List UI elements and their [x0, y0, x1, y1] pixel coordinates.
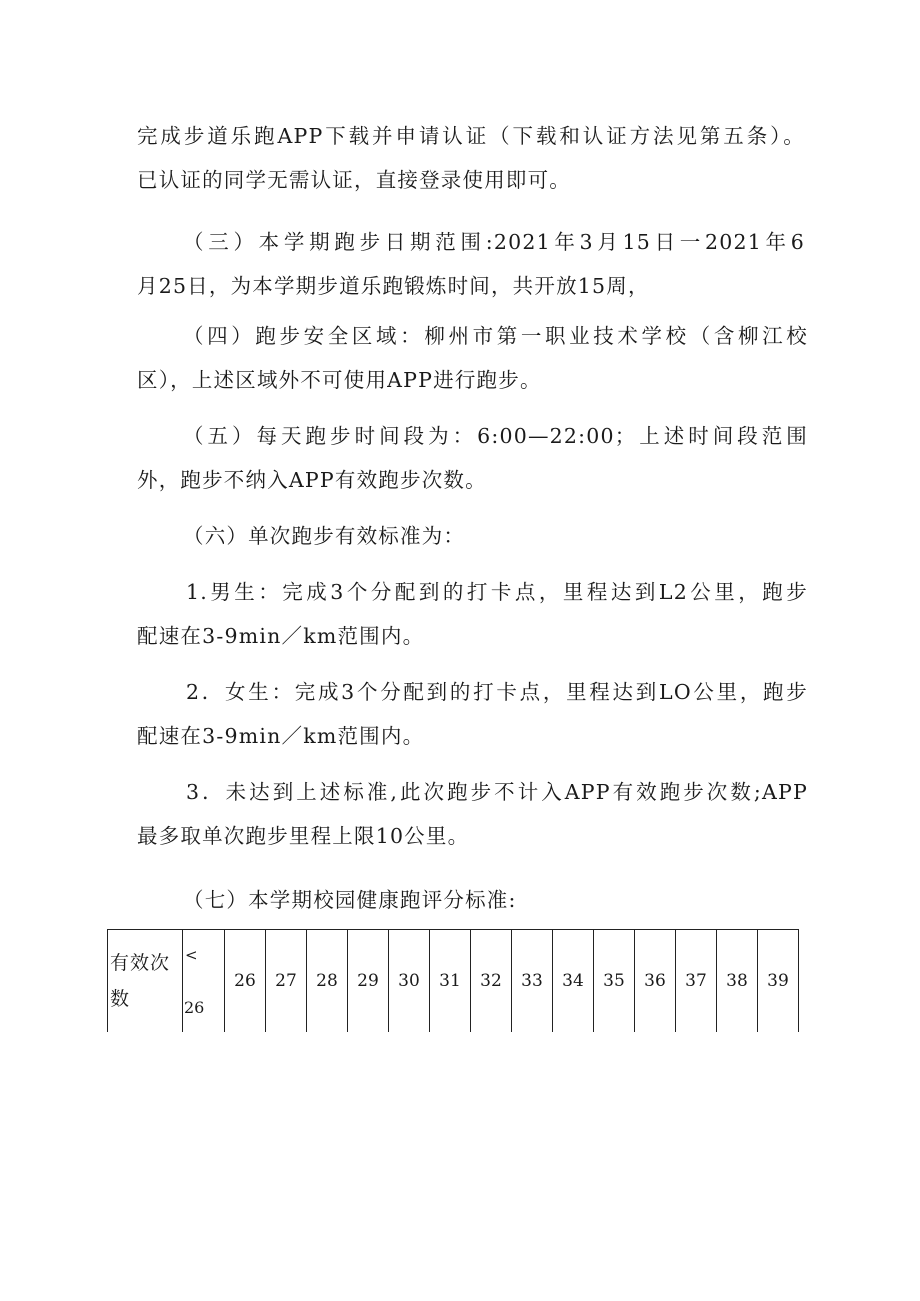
count-cell: 30 [389, 930, 430, 1033]
paragraph-line: （四）跑步安全区域：柳州市第一职业技术学校（含柳江校 [183, 324, 808, 348]
paragraph-line: （三）本学期跑步日期范围:2021年3月15日一2021年6 [183, 230, 805, 254]
paragraph-line: 最多取单次跑步里程上限10公里。 [137, 824, 470, 848]
paragraph-line: 2．女生：完成3个分配到的打卡点，里程达到LO公里，跑步 [186, 680, 808, 704]
paragraph-line: 3．未达到上述标准,此次跑步不计入APP有效跑步次数;APP [186, 780, 808, 804]
less-than-symbol: < [185, 946, 198, 964]
paragraph-line: 完成步道乐跑APP下载并申请认证（下载和认证方法见第五条）。 [137, 124, 805, 148]
count-cell: 29 [348, 930, 389, 1033]
count-cell: 35 [594, 930, 635, 1033]
less-than-cell [183, 930, 225, 1033]
paragraph-line: 外，跑步不纳入APP有效跑步次数。 [137, 468, 487, 492]
count-cell: 31 [430, 930, 471, 1033]
count-cell: 32 [471, 930, 512, 1033]
paragraph-line: 区），上述区域外不可使用APP进行跑步。 [137, 368, 542, 392]
count-cell: 28 [307, 930, 348, 1033]
paragraph-line: 已认证的同学无需认证，直接登录使用即可。 [137, 168, 571, 192]
header-line: 有效次 [110, 952, 171, 974]
less-than-value: 26 [184, 998, 205, 1017]
count-cell: 36 [635, 930, 676, 1033]
score-table [107, 929, 799, 1032]
paragraph-line: （五）每天跑步时间段为：6:00—22:00；上述时间段范围 [183, 424, 808, 448]
paragraph-line: （六）单次跑步有效标准为： [183, 524, 466, 548]
count-cell: 38 [717, 930, 758, 1033]
paragraph-line: （七）本学期校园健康跑评分标准: [183, 888, 517, 912]
paragraph-line: 配速在3-9min／km范围内。 [137, 624, 425, 648]
count-cell: 37 [676, 930, 717, 1033]
paragraph-line: 1.男生：完成3个分配到的打卡点，里程达到L2公里，跑步 [186, 580, 808, 604]
paragraph-line: 配速在3-9min／km范围内。 [137, 724, 425, 748]
table-header-cell [108, 930, 183, 1033]
count-cell: 39 [758, 930, 799, 1033]
count-cell: 27 [266, 930, 307, 1033]
count-cell: 26 [225, 930, 266, 1033]
count-cell: 33 [512, 930, 553, 1033]
table-row [108, 930, 799, 1033]
header-line: 数 [110, 988, 131, 1010]
paragraph-line: 月25日，为本学期步道乐跑锻炼时间，共开放15周， [137, 274, 650, 298]
count-cell: 34 [553, 930, 594, 1033]
